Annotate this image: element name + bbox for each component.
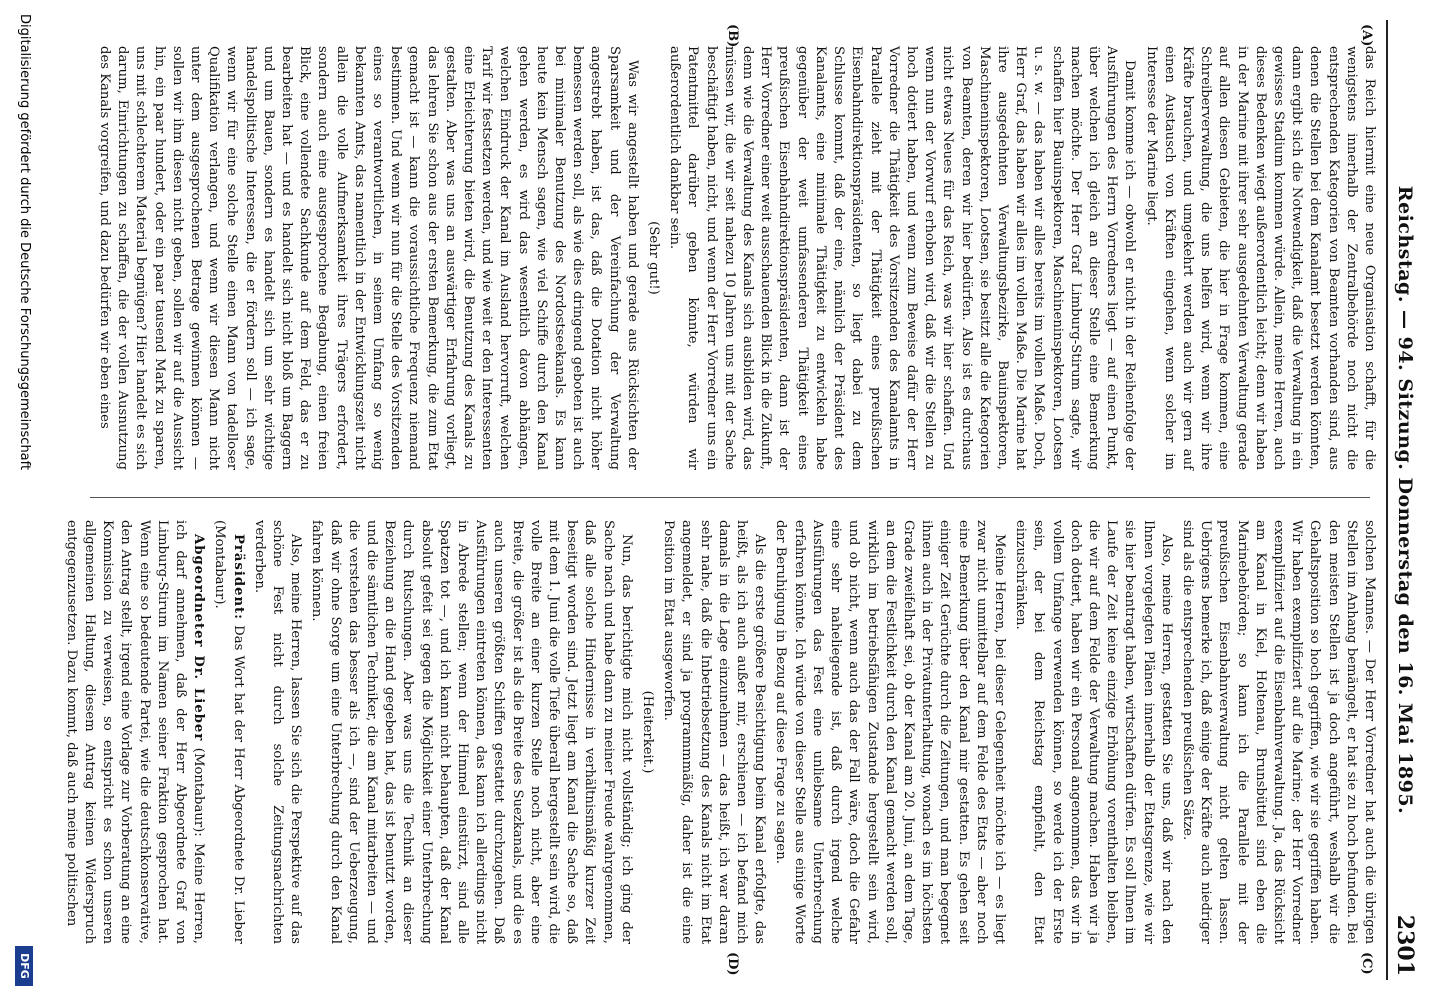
page-footer <box>10 14 36 986</box>
speaker-lieber: Abgeordneter Dr. Lieber <box>191 534 207 742</box>
margin-marker-c: (C) <box>1359 952 1374 975</box>
column-divider <box>90 497 1370 498</box>
paragraph: Als die erste größere Besichtigung beim Kanal erfolgte, das heißt, als ich auch außer mir, erschienen — ich befand mich damals in die Lage einzunehmen — das heißt, ich war daran sehr nahe, daß die Inbetriebsetzung des Kanals nicht im Etat angemeldet, er sind ja programmmäßig, daher ist die eine Position im Etat ausgeworfen. <box>661 520 768 944</box>
speaker-president: Präsident: <box>230 534 246 621</box>
margin-marker-b: (B) <box>725 24 740 48</box>
president-statement <box>210 520 246 944</box>
interjection: (Sehr gut!) <box>646 221 662 295</box>
paragraph: Also, meine Herren, gestatten Sie uns, daß wir nach den Ihnen vorgelegten Plänen innerhalb der Etatsgrenze, wie wir sie hier beantragt haben, wirtschaften dürfen. Es soll Ihnen im Laufe der Zeit keine einzige Erhöhung vorenthalten bleiben, die wir auf dem Felde der Verwaltung machen. Haben wir ja doch dotiert, haben wir ein Personal angenommen, das wir in vollem Umfange verwenden können, so werde ich der Erste sein, der bei dem Reichstag empfiehlt, den Etat einzuschränken. <box>1013 520 1174 944</box>
right-column <box>63 520 1378 944</box>
speaker-statement <box>62 520 208 944</box>
page-number: 2301 <box>1392 914 1418 976</box>
paragraph: Meine Herren, bei dieser Gelegenheit möchte ich — es liegt zwar nicht unmittelbar auf dem Felde des Etats — aber noch eine Bemerkung über den Kanal mir gestatten. Es gehen seit einiger Zeit Gerüchte durch die Zeitungen, und man begegnet ihnen auch in der Privatunterhaltung, wonach es im höchsten Grade zweifelhaft sei, ob der Kanal am 20. Juni, an dem Tage, an dem die Festlichkeit durch den Kanal gemacht werden soll, wirklich im betriebsfähigen Zustande hergestellt sein wird, und ob nicht, wenn auch das der Fall wäre, doch die Gefahr eine sehr naheliegende ist, daß durch irgend welche Ausführungen das Fest eine unliebsame Unterbrechung erfahren könnte. Ich würde von dieser Stelle aus einige Worte der Beruhigung in Bezug auf diese Frage zu sagen. <box>773 520 1007 944</box>
paragraph: Also, meine Herren, lassen Sie sich die Perspektive auf das schöne Fest nicht durch solche Zeitungsnachrichten verderben. <box>251 520 304 944</box>
interjection: (Heiterkeit.) <box>640 690 656 774</box>
paragraph: Nun, das berichtigte mich nicht vollständig; ich ging der Sache nach und habe dann zu meiner Freude wahrgenommen, daß alle solche Hindernisse in verhältnismäßig kurzer Zeit beseitigt worden sind. Jetzt liegt am Kanal die Sache so, daß mit dem 1. Juni die volle Tiefe überall hergestellt sein wird, die volle Breite an einer kurzen Stelle noch nicht, aber eine Breite, die größer ist als die Breite des Suezkanals, und die es auch unseren größten Schiffen gestattet durchzugehen. Daß Ausführungen eintreten können, das kann ich allerdings nicht in Abrede stellen; wenn der Himmel einstürzt, sind alle Spatzen tot —, und ich kann nicht behaupten, daß der Kanal absolut gefeit sei gegen die Möglichkeit einer Unterbrechung durch Rutschungen. Aber was uns die Technik an dieser Beziehung an die Hand gegeben hat, das ist benutzt worden, und die sämtlichen Techniker, die am Kanal mitarbeiten — und die verstehen das besser als ich —, sind der Ueberzeugung, daß wir ohne Sorge um eine Unterbrechung durch den Kanal fahren können. <box>309 520 634 944</box>
page-header <box>1386 20 1422 980</box>
dfg-logo: DFG <box>15 946 33 986</box>
session-title: Reichstag. — 94. Sitzung. Donnerstag den 16. Mai 1895. <box>1394 185 1416 815</box>
digitization-credit: Digitalisierung gefördert durch die Deutsche Forschungsgemeinschaft <box>17 14 32 471</box>
paragraph: Damit komme ich — obwohl er nicht in der Reihenfolge der Ausführungen des Herrn Vorredners liegt — auf einen Punkt, über welchen ich gleich an dieser Stelle eine Bemerkung machen möchte. Der Herr Graf Limburg-Stirum sagte, wir schaffen hier Bauinspektoren, Maschineninspektoren, Lootsen u. s. w. — das haben wir alles bereits im vollen Maße. Doch, Herr Graf, das haben wir alles im vollen Maße. Die Marine hat ihre ausgedehnten Verwaltungsbezirke, Bauinspektoren, Maschineninspektoren, Lootsen, sie besitzt alle die Kategorien von Beamten, deren wir hier bedürfen. Also ist es durchaus nicht etwas Neues für das Reich, was wir hier schaffen. Und wenn nun der Vorwurf erhoben wird, daß wir die Stellen zu hoch dotiert haben, und wenn zum Beweise dafür der Herr Vorredner die Thätigkeit des Vorsitzenden des Kanalamts in Parallele zieht mit der Thätigkeit eines preußischen Eisenbahndirektionspräsidenten, so liegt dabei zu dem Schlusse kommt, daß der eine, nämlich der Präsident des Kanalamts, eine minimale Thätigkeit zu entwickeln habe gegenüber der weit umfassenderen Thätigkeit eines preußischen Eisenbahndirektionspräsidenten, dann ist der Herr Vorredner einer weit ausschauenden Blick in die Zukunft, denn wie die Verwaltung des Kanals sich ausbilden wird, das müssen wir, die wir seit nahezu 10 Jahren uns mit der Sache beschäftigt haben, nicht, und wenn der Herr Vorredner uns ein Patentmittel darüber geben könnte, würden wir außerordentlich dankbar sein. <box>667 46 1138 470</box>
paragraph: das Reich hiermit eine neue Organisation schafft, für die wenigstens innerhalb der Zentralbehörde noch nicht die entsprechenden Kategorien von Beamten vorhanden sind, aus denen die Stellen bei dem Kanalamt besetzt werden könnten, dann ergibt sich die Notwendigkeit, daß die Verwaltung in ein gewisses Stadium kommen würde. Allein, meine Herren, auch dieses Bedenken wiegt außerordentlich leicht; denn wir haben in der Marine mit ihrer sehr ausgedehnten Verwaltung gerade auf allen diesen Gebieten, die hier in Frage kommen, eine Schreiberverwaltung, die uns helfen wird, wenn wir ihre Kräfte brauchen, und umgekehrt werden auch wir gern auf einen Austausch von Kräften eingehen, wenn solcher im Interesse der Marine liegt. <box>1143 46 1377 470</box>
paragraph: Was wir angestellt haben und gerade aus Rücksichten der Sparsamkeit und der Vereinfachung der Verwaltung angestrebt haben, ist das, daß die Dotation nicht höher bemessen werden soll, als wie dies dringend geboten ist auch bei minimaler Benutzung des Nordostseekanals. Es kann heute kein Mensch sagen, wie viel Schiffe durch den Kanal gehen werden, es wird das wesentlich davon abhängen, welchen Eindruck der Kanal im Ausland hervorruft, welchen Tarif wir festsetzen werden, und wie weit er den Interessenten eine Erleichterung bieten wird, die Benutzung des Kanals zu gestalten. Aber was uns an auswärtiger Erfahrung vorliegt, das lehren Sie schon aus der ersten Bemerkung, die zum Etat gemacht ist — kann die voraussichtliche Frequenz niemand bestimmen. Und wenn wir nun für die Stelle des Vorsitzenden eines so verantwortlichen, in seinem Umfang so wenig bekannten Amts, das namentlich in der Entwicklungszeit nicht allein die volle Aufmerksamkeit ihres Trägers erfordert, sondern auch eine ausgesprochene Begabung, einen freien Blick, eine vollendete Sachkunde auf dem Feld, das er zu bearbeiten hat — und es handelt sich nicht bloß um Baggern und um Bauen, sondern es handelt sich um sehr wichtige handelspolitische Interessen, die er fördern soll — ich sage, wenn wir für eine solche Stelle einen Mann von tadelloser Qualifikation verlangen, und wenn wir diesen Mann nicht unter dem ausgesprochenen Betrage gewinnen können — sollen wir ihm diesen nicht geben, sollen wir auf die Aussicht hin, ein paar hundert, oder ein paar tausend Mark zu sparen, uns mit schlechterem Material begnügen? Hier handelt es sich darum, Einrichtungen zu schaffen, die der vollen Ausnutzung des Kanals vorgreifen, und dazu bedürfen wir eben eines <box>96 46 640 470</box>
paragraph: solchen Mannes. — Der Herr Vorredner hat auch die übrigen Stellen im Anhang bemängelt, er hat sie zu hoch befunden. Bei den meisten Stellen ist ja doch angeführt, weshalb wir die Gehaltsposition so hoch gegriffen, wie wir sie gegriffen haben. Wir haben exemplifiziert auf die Marine; der Herr Vorredner exemplifiziert auf die Eisenbahnverwaltung. Ja, das Rücksicht am Kanal in Kiel, Holtenau, Brunsbüttel sind eben die Marinebehörden; so kann ich die Parallele mit der preußischen Eisenbahnverwaltung nicht gelten lassen. Uebrigens bemerke ich, daß einige der Kräfte auch niedriger sind als die entsprechenden preußischen Sätze. <box>1179 520 1377 944</box>
margin-marker-a: (A) <box>1359 24 1374 47</box>
president-text: Das Wort hat der Herr Abgeordnete Dr. Lieber (Montabaur). <box>212 520 246 944</box>
lieber-text: (Montabaur): Meine Herren, ich darf annehmen, daß der Herr Abgeordnete Graf von Limburg-Stirum im Namen seiner Fraktion gesprochen hat. Wenn eine so bedeutende Partei, wie die deutschkonservative, den Antrag stellt, irgend eine Vorlage zur Vorberatung an eine Kommission zu verweisen, so entspricht es schon unseren allgemeinen Haltung, diesem Antrag keinen Widerspruch entgegenzusetzen. Dazu kommt, daß auch meine politischen <box>63 520 207 944</box>
left-column <box>78 46 1378 470</box>
margin-marker-d: (D) <box>725 952 740 976</box>
